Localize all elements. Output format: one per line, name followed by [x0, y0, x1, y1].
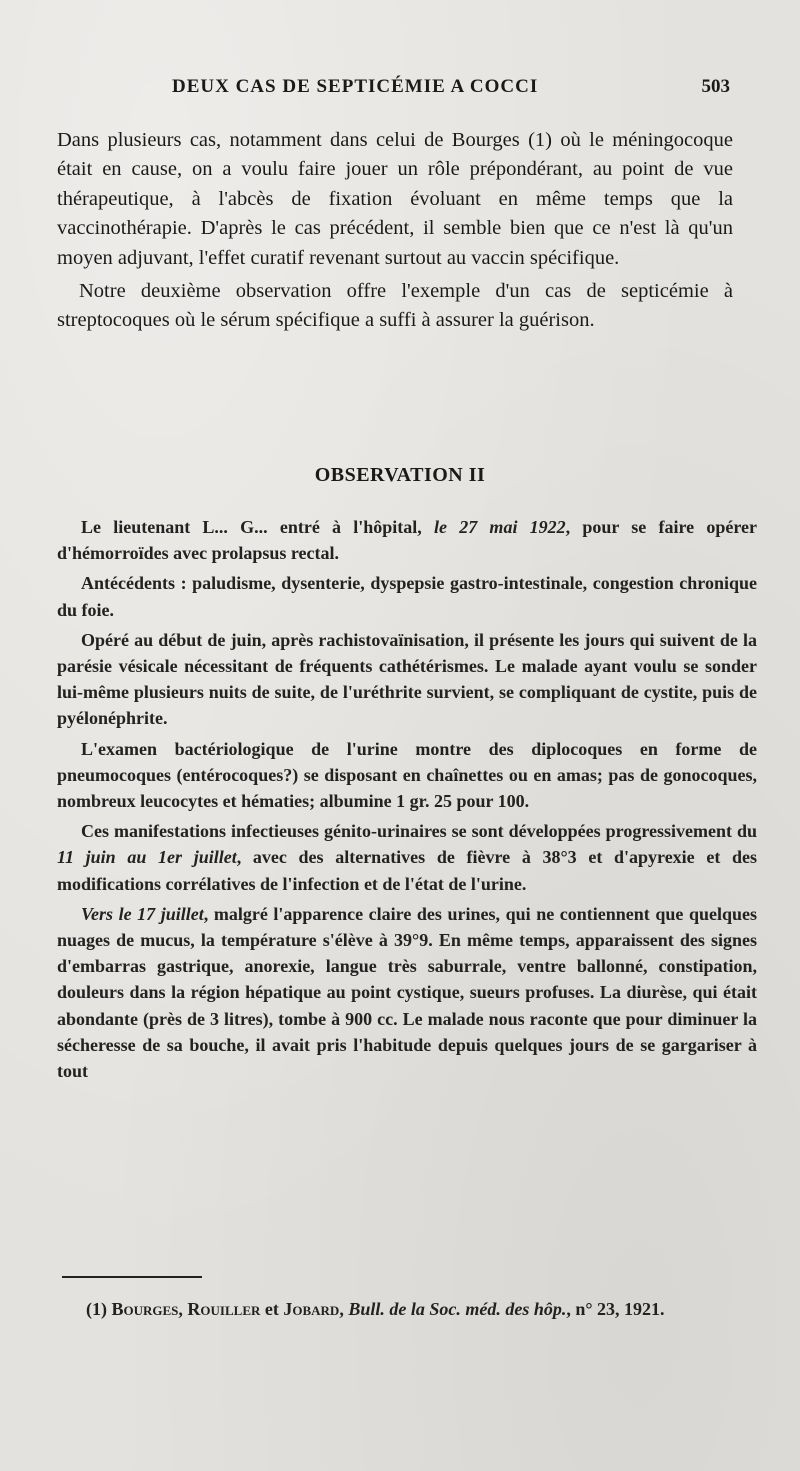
footnote [62, 1296, 762, 1323]
page-number: 503 [701, 76, 730, 97]
footnote-author: Bourges [111, 1299, 179, 1319]
footnote-author: Rouiller [187, 1299, 261, 1319]
footnote-rule [62, 1276, 202, 1278]
date-text: le 27 mai 1922 [434, 517, 566, 537]
paragraph [57, 901, 757, 1084]
date-text: Vers le 17 juillet [81, 903, 204, 924]
section-heading: OBSERVATION II [314, 464, 486, 486]
paragraph: Opéré au début de juin, après rachistovaïnisation, il présente les jours qui suivent de la parésie vésicale nécessitant de fréquents cathétérismes. Le malade ayant voulu se sonder lui-même plusieurs nuits de suite, de l'uréthrite survient, se compliquant de cystite, puis de pyélonéphrite. [57, 629, 757, 729]
paragraph: Antécédents : paludisme, dysenterie, dyspepsie gastro-intestinale, congestion chronique du foie. [57, 573, 757, 620]
text-run: , [339, 1299, 349, 1319]
observation-text [57, 514, 757, 1088]
paragraph: Dans plusieurs cas, notamment dans celui de Bourges (1) où le méningocoque était en cause, on a voulu faire jouer un rôle prépondérant, au point de vue thérapeutique, à l'abcès de fixation évoluant en même temps que la vaccinothérapie. D'après le cas précédent, il semble bien que ce n'est là qu'un moyen adjuvant, l'effet curatif revenant surtout au vaccin spécifique. [57, 129, 733, 269]
text-run: , avec des alternatives de fièvre à 38°3 et d'apyrexie et des modifications corrélatives de l'infection et de l'état de l'urine. [57, 847, 757, 894]
body-text [57, 126, 733, 336]
date-text: 11 juin au 1er juillet [57, 847, 237, 868]
running-head [0, 76, 800, 100]
text-run: , pour se faire opérer d'hémorroïdes avec prolapsus rectal. [57, 517, 757, 564]
text-run: Le lieutenant L... G... entré à l'hôpital, [81, 517, 435, 537]
paragraph: Notre deuxième observation offre l'exemple d'un cas de septicémie à streptocoques où le sérum spécifique a suffi à assurer la guérison. [57, 280, 733, 332]
paragraph: L'examen bactériologique de l'urine montre des diplocoques en forme de pneumocoques (entérocoques?) se disposant en chaînettes ou en amas; pas de gonocoques, nombreux leucocytes et hématies; albumine 1 gr. 25 pour 100. [57, 738, 757, 812]
journal-title: Bull. de la Soc. méd. des hôp. [348, 1299, 567, 1319]
text-run: , n° 23, 1921. [566, 1299, 665, 1319]
text-run: , [178, 1299, 188, 1319]
footnote-author: Jobard [283, 1299, 340, 1319]
footnote-marker: (1) [86, 1299, 112, 1319]
paragraph [57, 514, 757, 566]
text-run: Ces manifestations infectieuses génito-urinaires se sont développées progressivement du [81, 821, 757, 842]
running-title: DEUX CAS DE SEPTICÉMIE A COCCI [172, 76, 539, 97]
text-run: et [260, 1299, 284, 1319]
text-run: , malgré l'apparence claire des urines, qui ne contiennent que quelques nuages de mucus, la température s'élève à 39°9. En même temps, apparaissent des signes d'embarras gastrique, anorexie, langue très saburrale, ventre ballonné, constipation, douleurs dans la région hépatique au point cystique, sueurs profuses. La diurèse, qui était abondante (près de 3 litres), tombe à 900 cc. Le malade nous raconte que pour diminuer la sécheresse de sa bouche, il avait pris l'habitude depuis quelques jours de se gargariser à tout [57, 903, 757, 1082]
paragraph [57, 818, 757, 897]
